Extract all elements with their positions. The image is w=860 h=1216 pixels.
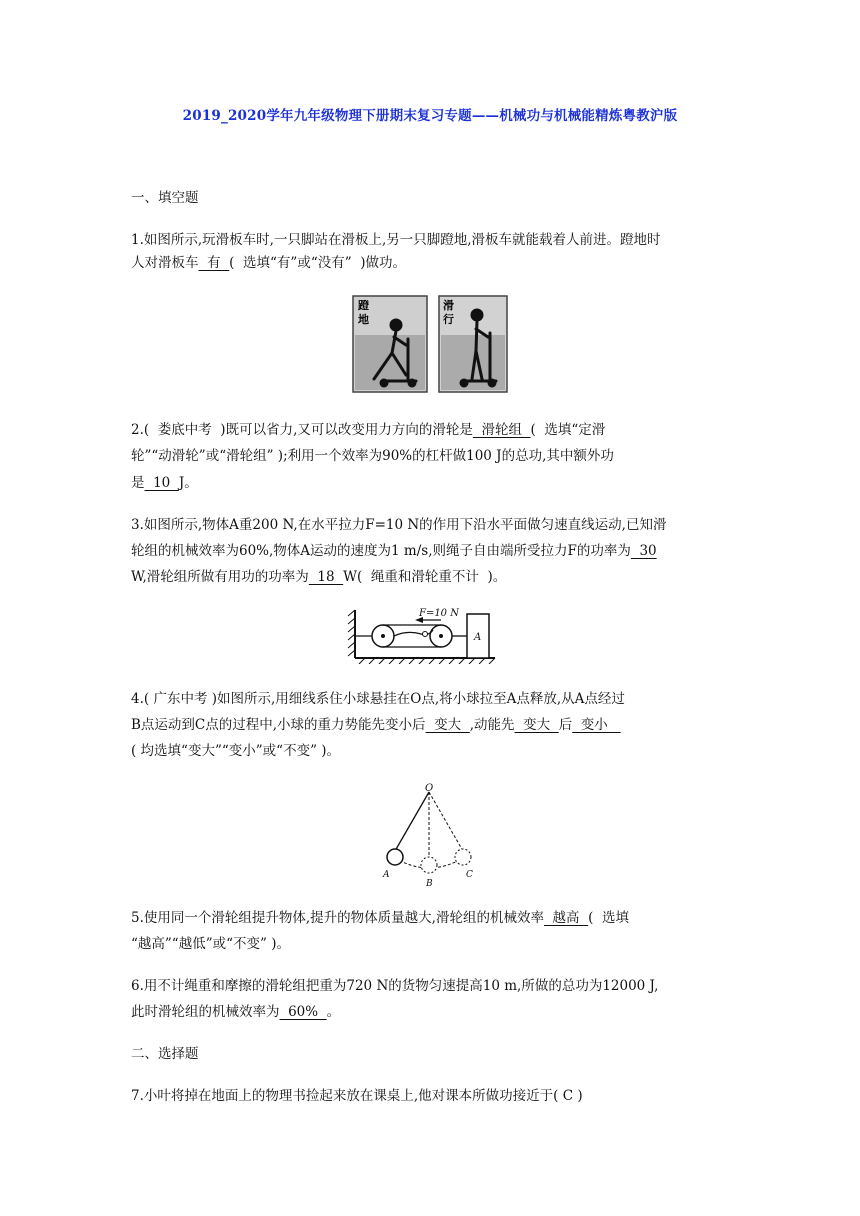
question-3-line-1: 3.如图所示,物体A重200 N,在水平拉力F=10 N的作用下沿水平面做匀速直线运动,已知滑 [131, 517, 667, 533]
answer-blank: 10 [144, 475, 179, 491]
question-5-line-1: 5.使用同一个滑轮组提升物体,提升的物体质量越大,滑轮组的机械效率 越高 ( 选填 [131, 910, 629, 926]
document-title: 2019_2020学年九年级物理下册期末复习专题——机械功与机械能精炼粤教沪版 [182, 108, 678, 124]
ball-at-c [455, 849, 471, 865]
pendulum-figure [375, 778, 485, 888]
question-3-line-3: W,滑轮组所做有用功的功率为 18 W( 绳重和滑轮重不计 )。 [131, 569, 507, 585]
question-2-line-1: 2.( 娄底中考 )既可以省力,又可以改变用力方向的滑轮是 滑轮组 ( 选填“定滑 [131, 422, 606, 438]
point-a-label: A [383, 870, 390, 880]
point-b-label: B [426, 879, 433, 888]
question-7-line-1: 7.小叶将掉在地面上的物理书捡起来放在课桌上,他对课本所做功接近于( C ) [131, 1088, 583, 1104]
ball-at-a [387, 849, 403, 865]
answer-blank: 越高 [543, 910, 589, 926]
gliding-label-1: 滑 [443, 299, 454, 312]
question-2-line-3: 是 10 J。 [131, 475, 198, 491]
gliding-label-2: 行 [443, 313, 454, 326]
answer-blank: 18 [308, 569, 344, 585]
point-c-label: C [466, 870, 473, 880]
answer-blank: 30 [630, 543, 657, 559]
answer-blank: 滑轮组 [472, 422, 531, 438]
ball-at-b [421, 857, 437, 873]
kicking-label-1: 蹬 [358, 299, 369, 312]
scooter-figure [352, 295, 508, 395]
wall-hatching [348, 610, 355, 656]
answer-blank: 变小 [572, 717, 621, 733]
question-2-line-2: 轮”“动滑轮”或“滑轮组” );利用一个效率为90%的杠杆做100 J的总功,其中额外功 [131, 448, 614, 464]
question-4-line-1: 4.( 广东中考 )如图所示,用细线系住小球悬挂在O点,将小球拉至A点释放,从A点经过 [131, 691, 625, 707]
question-3-line-2: 轮组的机械效率为60%,物体A运动的速度为1 m/s,则绳子自由端所受拉力F的功率为 30 [131, 543, 657, 559]
answer-blank: 60% [279, 1004, 327, 1020]
force-label: F=10 N [419, 608, 459, 619]
section-fill-in-heading: 一、填空题 [131, 190, 199, 206]
question-1-line-1: 1.如图所示,玩滑板车时,一只脚站在滑板上,另一只脚蹬地,滑板车就能载着人前进。蹬地时 [131, 232, 661, 248]
answer-blank: 有 [198, 255, 230, 271]
question-5-line-2: “越高”“越低”或“不变” )。 [131, 936, 290, 952]
kicking-label-2: 地 [358, 313, 369, 326]
point-o-label: O [425, 783, 434, 794]
answer-blank: 变大 [425, 717, 470, 733]
question-4-line-2: B点运动到C点的过程中,小球的重力势能先变小后 变大 ,动能先 变大 后 变小 [131, 717, 621, 733]
question-1-line-2: 人对滑板车 有 ( 选填“有”或“没有” )做功。 [131, 255, 406, 271]
block-label: A [474, 632, 482, 643]
question-6-line-2: 此时滑轮组的机械效率为 60% 。 [131, 1004, 341, 1020]
string-to-c [429, 792, 463, 851]
answer-blank: 变大 [514, 717, 559, 733]
question-4-line-3: ( 均选填“变大”“变小”或“不变” )。 [131, 743, 341, 759]
section-choice-heading: 二、选择题 [131, 1046, 199, 1062]
pulley-block-figure [345, 606, 505, 664]
string-to-a [395, 792, 429, 851]
question-6-line-1: 6.用不计绳重和摩擦的滑轮组把重为720 N的货物匀速提高10 m,所做的总功为12000 J, [131, 978, 659, 994]
